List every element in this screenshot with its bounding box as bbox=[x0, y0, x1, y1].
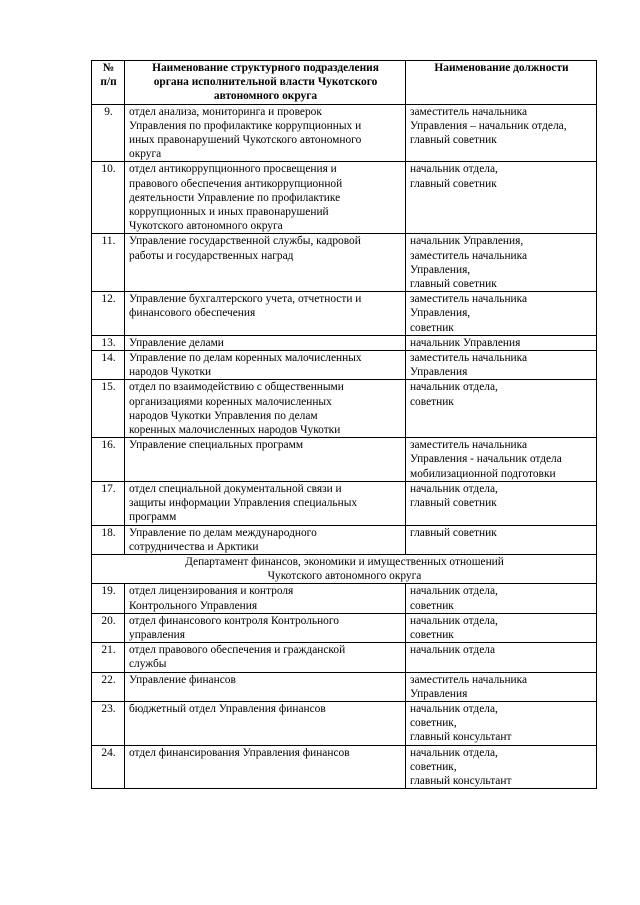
table-row bbox=[92, 672, 597, 701]
row-position: заместитель начальника Управления – начальник отдела, главный советник bbox=[406, 104, 597, 162]
row-number: 12. bbox=[92, 292, 125, 336]
table-row bbox=[92, 701, 597, 745]
table-row bbox=[92, 481, 597, 525]
row-position: главный советник bbox=[406, 525, 597, 554]
row-position: заместитель начальника Управления bbox=[406, 351, 597, 380]
table-row bbox=[92, 234, 597, 292]
section-heading: Департамент финансов, экономики и имущественных отношений Чукотского автономного округа bbox=[92, 554, 597, 583]
row-number: 10. bbox=[92, 162, 125, 234]
row-unit: отдел финансирования Управления финансов bbox=[125, 745, 406, 789]
row-unit: отдел по взаимодействию с общественными организациями коренных малочисленных народов Чукотки Управления по делам коренных малочисленных народов Чукотки bbox=[125, 380, 406, 438]
header-number: № п/п bbox=[92, 61, 125, 105]
table-row bbox=[92, 584, 597, 613]
row-unit: отдел лицензирования и контроля Контрольного Управления bbox=[125, 584, 406, 613]
table-row bbox=[92, 613, 597, 642]
row-position: начальник отдела, советник, главный консультант bbox=[406, 745, 597, 789]
table-header-row bbox=[92, 61, 597, 105]
row-unit: Управление специальных программ bbox=[125, 438, 406, 482]
table-row bbox=[92, 380, 597, 438]
row-number: 20. bbox=[92, 613, 125, 642]
row-number: 21. bbox=[92, 643, 125, 672]
row-unit: Управление по делам коренных малочисленных народов Чукотки bbox=[125, 351, 406, 380]
row-number: 22. bbox=[92, 672, 125, 701]
table-row bbox=[92, 162, 597, 234]
row-unit: Управление бухгалтерского учета, отчетности и финансового обеспечения bbox=[125, 292, 406, 336]
row-number: 9. bbox=[92, 104, 125, 162]
row-unit: отдел специальной документальной связи и защиты информации Управления специальных программ bbox=[125, 481, 406, 525]
row-unit: отдел анализа, мониторинга и проверок Управления по профилактике коррупционных и иных правонарушений Чукотского автономного округа bbox=[125, 104, 406, 162]
row-number: 15. bbox=[92, 380, 125, 438]
row-unit: Управление по делам международного сотрудничества и Арктики bbox=[125, 525, 406, 554]
row-unit: Управление делами bbox=[125, 335, 406, 350]
table-row bbox=[92, 525, 597, 554]
row-position: начальник Управления bbox=[406, 335, 597, 350]
row-unit: отдел антикоррупционного просвещения и правового обеспечения антикоррупционной деятельности Управление по профилактике коррупционных и иных правонарушений Чукотского автономного округа bbox=[125, 162, 406, 234]
row-number: 16. bbox=[92, 438, 125, 482]
row-position: начальник отдела, советник bbox=[406, 380, 597, 438]
row-position: начальник Управления, заместитель начальника Управления, главный советник bbox=[406, 234, 597, 292]
section-row bbox=[92, 554, 597, 583]
row-number: 17. bbox=[92, 481, 125, 525]
row-position: начальник отдела, советник bbox=[406, 584, 597, 613]
row-position: начальник отдела, главный советник bbox=[406, 481, 597, 525]
row-number: 23. bbox=[92, 701, 125, 745]
row-unit: бюджетный отдел Управления финансов bbox=[125, 701, 406, 745]
table-row bbox=[92, 104, 597, 162]
row-unit: Управление государственной службы, кадровой работы и государственных наград bbox=[125, 234, 406, 292]
row-unit: Управление финансов bbox=[125, 672, 406, 701]
table-row bbox=[92, 335, 597, 350]
table-row bbox=[92, 745, 597, 789]
row-number: 11. bbox=[92, 234, 125, 292]
header-unit: Наименование структурного подразделения органа исполнительной власти Чукотского автономного округа bbox=[125, 61, 406, 105]
row-position: начальник отдела bbox=[406, 643, 597, 672]
row-position: начальник отдела, советник, главный консультант bbox=[406, 701, 597, 745]
table-row bbox=[92, 351, 597, 380]
positions-table bbox=[91, 60, 597, 789]
row-position: заместитель начальника Управления, советник bbox=[406, 292, 597, 336]
row-number: 24. bbox=[92, 745, 125, 789]
table-row bbox=[92, 292, 597, 336]
table-row bbox=[92, 438, 597, 482]
table-row bbox=[92, 643, 597, 672]
row-number: 19. bbox=[92, 584, 125, 613]
row-unit: отдел финансового контроля Контрольного управления bbox=[125, 613, 406, 642]
row-unit: отдел правового обеспечения и гражданской службы bbox=[125, 643, 406, 672]
row-position: заместитель начальника Управления bbox=[406, 672, 597, 701]
row-position: заместитель начальника Управления - начальник отдела мобилизационной подготовки bbox=[406, 438, 597, 482]
row-number: 18. bbox=[92, 525, 125, 554]
row-number: 13. bbox=[92, 335, 125, 350]
row-position: начальник отдела, главный советник bbox=[406, 162, 597, 234]
row-position: начальник отдела, советник bbox=[406, 613, 597, 642]
row-number: 14. bbox=[92, 351, 125, 380]
header-position: Наименование должности bbox=[406, 61, 597, 105]
